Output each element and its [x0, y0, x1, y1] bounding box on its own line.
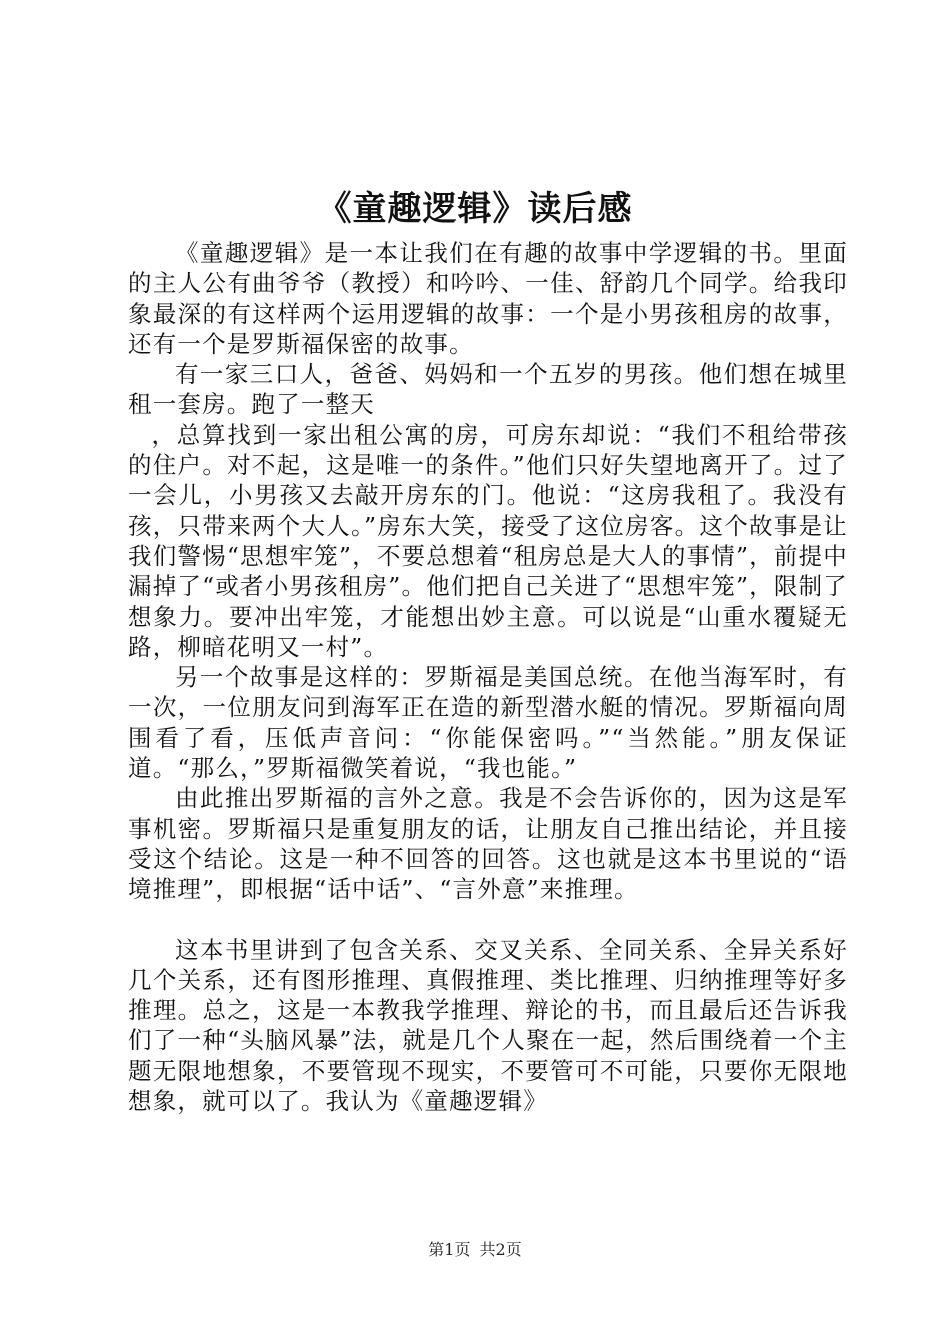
- page-footer: [0, 1240, 950, 1260]
- paragraph-summary: 这本书里讲到了包含关系、交叉关系、全同关系、全异关系好几个关系，还有图形推理、真假推理、类比推理、归纳推理等好多推理。总之，这是一本教我学推理、辩论的书，而且最后还告诉我们了一种“头脑风暴”法，就是几个人聚在一起，然后围绕着一个主题无限地想象，不要管现不现实，不要管可不可能，只要你无限地想象，就可以了。我认为《童趣逻辑》: [128, 935, 848, 1116]
- page-total: 共2页: [479, 1240, 522, 1259]
- paragraph-inference: 由此推出罗斯福的言外之意。我是不会告诉你的，因为这是军事机密。罗斯福只是重复朋友的话，让朋友自己推出结论，并且接受这个结论。这是一种不回答的回答。这也就是这本书里说的“语境推理”，即根据“话中话”、“言外意”来推理。: [128, 784, 848, 904]
- paragraph-intro: 《童趣逻辑》是一本让我们在有趣的故事中学逻辑的书。里面的主人公有曲爷爷（教授）和吟吟、一佳、舒韵几个同学。给我印象最深的有这样两个运用逻辑的故事：一个是小男孩租房的故事，还有一个是罗斯福保密的故事。: [128, 239, 848, 358]
- paragraph-story-two: 另一个故事是这样的：罗斯福是美国总统。在他当海军时，有一次，一位朋友问到海军正在造的新型潜水艇的情况。罗斯福向周围看了看，压低声音问：“你能保密吗。”“当然能。”朋友保证道。“那么，”罗斯福微笑着说，“我也能。”: [128, 663, 848, 783]
- document-body: [128, 238, 848, 1116]
- document-title: 《童趣逻辑》读后感: [317, 189, 633, 229]
- paragraph-story-one-start: 有一家三口人，爸爸、妈妈和一个五岁的男孩。他们想在城里租一套房。跑了一整天: [128, 360, 848, 419]
- paragraph-spacer: [128, 905, 848, 935]
- paragraph-story-one-continued: ，总算找到一家出租公寓的房，可房东却说：“我们不租给带孩的住户。对不起，这是唯一的条件。”他们只好失望地离开了。过了一会儿，小男孩又去敲开房东的门。他说：“这房我租了。我没有孩，只带来两个大人。”房东大笑，接受了这位房客。这个故事是让我们警惕“思想牢笼”，不要总想着“租房总是大人的事情”，前提中漏掉了“或者小男孩租房”。他们把自己关进了“思想牢笼”，限制了想象力。要冲出牢笼，才能想出妙主意。可以说是“山重水覆疑无路，柳暗花明又一村”。: [128, 420, 848, 661]
- page-number: 第1页: [428, 1240, 471, 1259]
